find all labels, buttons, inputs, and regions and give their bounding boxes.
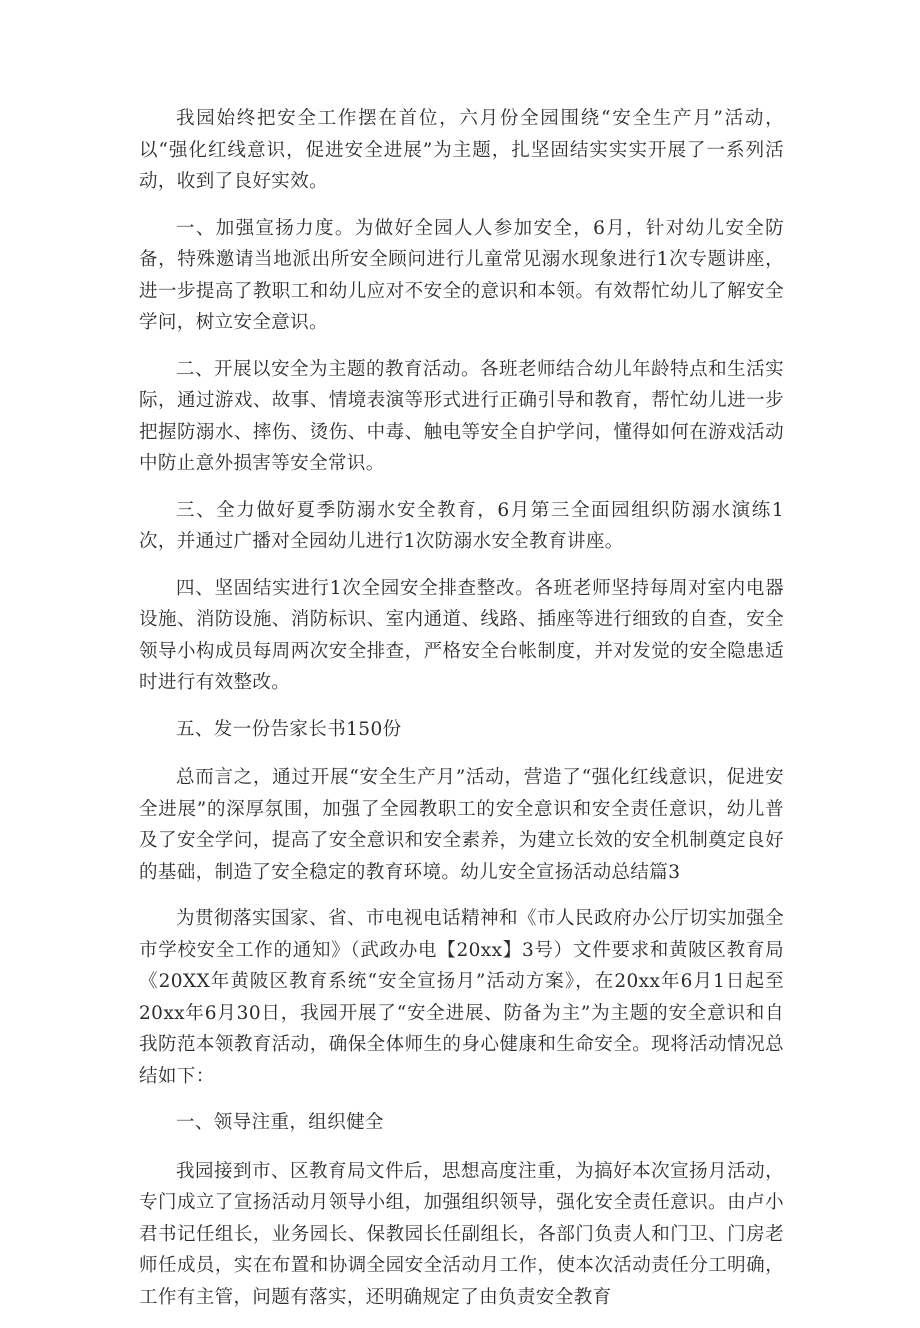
paragraph-summary: 总而言之，通过开展“安全生产月”活动，营造了“强化红线意识，促进安全进展”的深厚氛围，加强了全园教职工的安全意识和安全责任意识，幼儿普及了安全学问，提高了安全意识和安全素养，为建立长效的安全机制奠定良好的基础，制造了安全稳定的教育环境。幼儿安全宣扬活动总结篇3 [139,767,784,883]
paragraph-item-2: 二、开展以安全为主题的教育活动。各班老师结合幼儿年龄特点和生活实际，通过游戏、故事、情境表演等形式进行正确引导和教育，帮忙幼儿进一步把握防溺水、摔伤、烫伤、中毒、触电等安全自护学问，懂得如何在游戏活动中防止意外损害等安全常识。 [139,358,784,474]
document-body [139,103,784,1328]
section-heading-leadership: 一、领导注重，组织健全 [176,1112,384,1133]
paragraph-notice: 为贯彻落实国家、省、市电视电话精神和《市人民政府办公厅切实加强全市学校安全工作的通知》（武政办电【20xx】3号）文件要求和黄陂区教育局《20XX年黄陂区教育系统“安全宣扬月”活动方案》，在20xx年6月1日起至20xx年6月30日，我园开展了“安全进展、防备为主”为主题的安全意识和自我防范本领教育活动，确保全体师生的身心健康和生命安全。现将活动情况总结如下： [139,908,784,1087]
paragraph-item-5: 五、发一份告家长书150份 [176,718,402,740]
paragraph-item-1: 一、加强宣扬力度。为做好全园人人参加安全，6月，针对幼儿安全防备，特殊邀请当地派出所安全顾问进行儿童常见溺水现象进行1次专题讲座，进一步提高了教职工和幼儿应对不安全的意识和本领。有效帮忙幼儿了解安全学问，树立安全意识。 [139,217,784,333]
paragraph-item-3: 三、全力做好夏季防溺水安全教育，6月第三全面园组织防溺水演练1次，并通过广播对全园幼儿进行1次防溺水安全教育讲座。 [139,499,784,552]
paragraph-intro: 我园始终把安全工作摆在首位，六月份全园围绕“安全生产月”活动，以“强化红线意识，促进安全进展”为主题，扎坚固结实实实开展了一系列活动，收到了良好实效。 [139,108,784,192]
paragraph-item-4: 四、坚固结实进行1次全园安全排查整改。各班老师坚持每周对室内电器设施、消防设施、消防标识、室内通道、线路、插座等进行细致的自查，安全领导小构成员每周两次安全排查，严格安全台帐制度，并对发觉的安全隐患适时进行有效整改。 [139,577,784,693]
paragraph-leadership: 我园接到市、区教育局文件后，思想高度注重，为搞好本次宣扬月活动，专门成立了宣扬活动月领导小组，加强组织领导，强化安全责任意识。由卢小君书记任组长，业务园长、保教园长任副组长，各部门负责人和门卫、门房老师任成员，实在布置和协调全园安全活动月工作，使本次活动责任分工明确，工作有主管，问题有落实，还明确规定了由负责安全教育 [139,1160,784,1308]
